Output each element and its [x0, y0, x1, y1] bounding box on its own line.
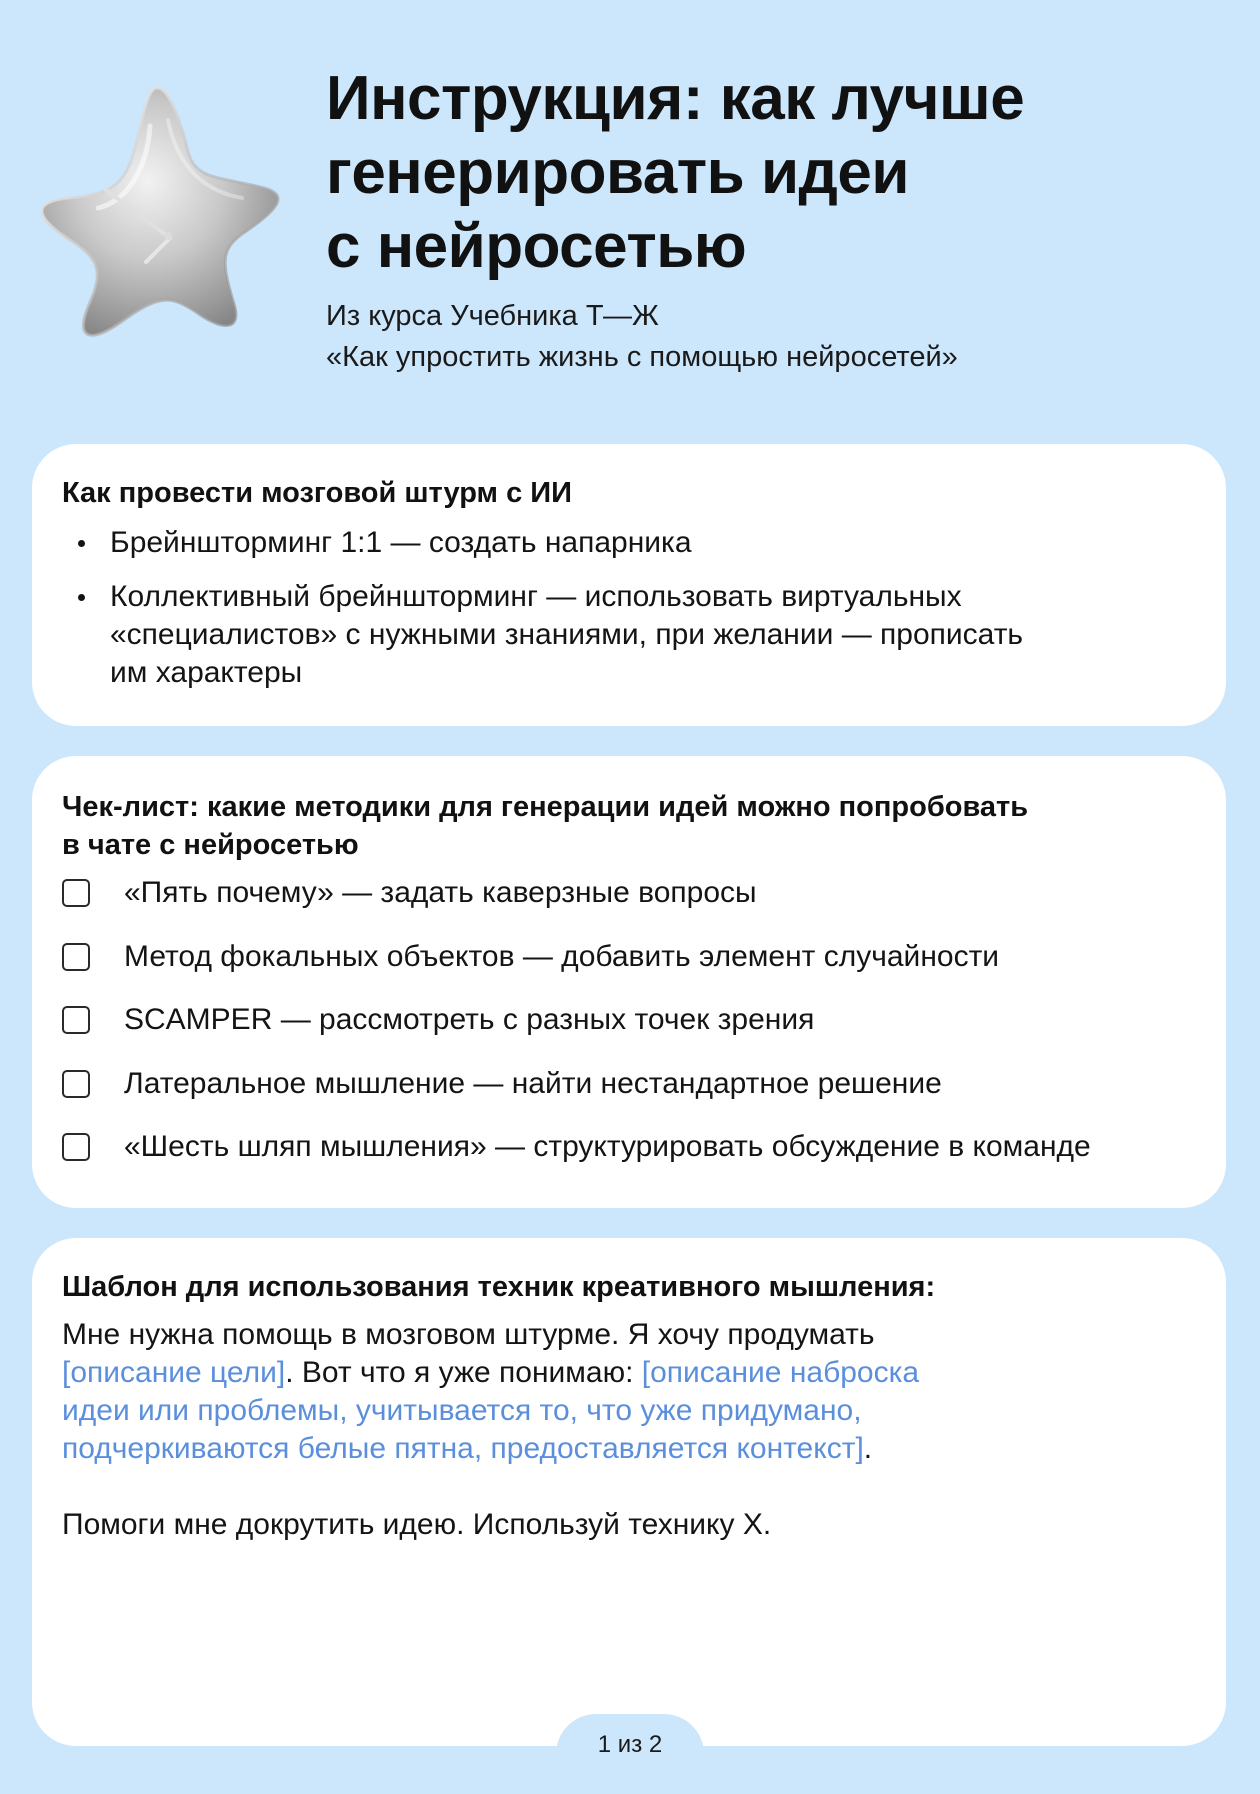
subtitle-line: «Как упростить жизнь с помощью нейросетей» — [326, 341, 958, 373]
template-line — [62, 1354, 1182, 1392]
page-indicator — [556, 1714, 704, 1794]
template-card-title-text: Шаблон для использования техник креативного мышления: — [62, 1271, 936, 1303]
checkbox[interactable] — [62, 879, 90, 907]
title-line: Инструкция: как лучше — [326, 64, 1025, 133]
checklist-item-label: Латеральное мышление — найти нестандартное решение — [124, 1066, 942, 1100]
template-text: . Вот что я уже понимаю: — [285, 1356, 642, 1389]
template-card — [32, 1238, 1226, 1746]
checkbox[interactable] — [62, 1006, 90, 1034]
checkbox[interactable] — [62, 943, 90, 971]
prompt-template — [62, 1316, 1182, 1544]
list-item-text: «специалистов» с нужными знаниями, при желании — прописать — [110, 618, 1024, 651]
list-item-text: им характеры — [110, 656, 303, 689]
title-line: с нейросетью — [326, 212, 747, 281]
checklist-item[interactable] — [62, 1001, 1091, 1039]
page-indicator-label: 1 из 2 — [597, 1731, 663, 1758]
checklist-item[interactable] — [62, 1128, 1091, 1166]
brainstorm-list — [78, 524, 1023, 708]
subtitle-line: Из курса Учебника Т—Ж — [326, 300, 659, 332]
checklist — [62, 874, 1091, 1192]
template-line — [62, 1316, 1182, 1354]
checklist-card — [32, 756, 1226, 1208]
template-card-title — [62, 1268, 935, 1306]
template-text: Мне нужна помощь в мозговом штурме. Я хочу продумать — [62, 1318, 875, 1351]
template-line — [62, 1430, 1182, 1468]
checklist-title-line: в чате с нейросетью — [62, 829, 359, 861]
checklist-item[interactable] — [62, 1065, 1091, 1103]
title-line: генерировать идеи — [326, 138, 910, 207]
placeholder-idea: подчеркиваются белые пятна, предоставляется контекст] — [62, 1432, 864, 1465]
checklist-item-label: SCAMPER — рассмотреть с разных точек зрения — [124, 1003, 815, 1036]
template-line — [62, 1392, 1182, 1430]
list-item-text: Коллективный брейншторминг — использовать виртуальных — [110, 580, 962, 613]
template-line — [62, 1506, 1182, 1544]
list-item — [78, 578, 1023, 692]
page-subtitle — [326, 296, 1226, 378]
checklist-title-line: Чек-лист: какие методики для генерации идей можно попробовать — [62, 791, 1029, 823]
checkbox[interactable] — [62, 1133, 90, 1161]
placeholder-idea: [описание наброска — [641, 1356, 920, 1389]
header — [0, 0, 1260, 420]
list-item-text: Брейншторминг 1:1 — создать напарника — [110, 526, 692, 559]
brainstorm-card — [32, 444, 1226, 726]
checkbox[interactable] — [62, 1070, 90, 1098]
silver-star-icon — [28, 80, 300, 352]
brainstorm-card-title — [62, 474, 572, 512]
template-text: Помоги мне докрутить идею. Используй технику X. — [62, 1508, 772, 1541]
template-spacer — [62, 1468, 1182, 1506]
page-title — [326, 62, 1226, 284]
checklist-card-title — [62, 788, 1028, 864]
placeholder-goal: [описание цели] — [62, 1356, 286, 1389]
checklist-item[interactable] — [62, 938, 1091, 976]
placeholder-idea: идеи или проблемы, учитывается то, что уже придумано, — [62, 1394, 862, 1427]
checklist-item-label: «Шесть шляп мышления» — структурировать обсуждение в команде — [124, 1130, 1091, 1163]
checklist-item[interactable] — [62, 874, 1091, 912]
checklist-item-label: Метод фокальных объектов — добавить элемент случайности — [124, 939, 1000, 973]
checklist-item-label: «Пять почему» — задать каверзные вопросы — [124, 876, 757, 909]
brainstorm-card-title-text: Как провести мозговой штурм с ИИ — [62, 477, 572, 509]
list-item — [78, 524, 1023, 562]
template-text: . — [863, 1432, 873, 1465]
